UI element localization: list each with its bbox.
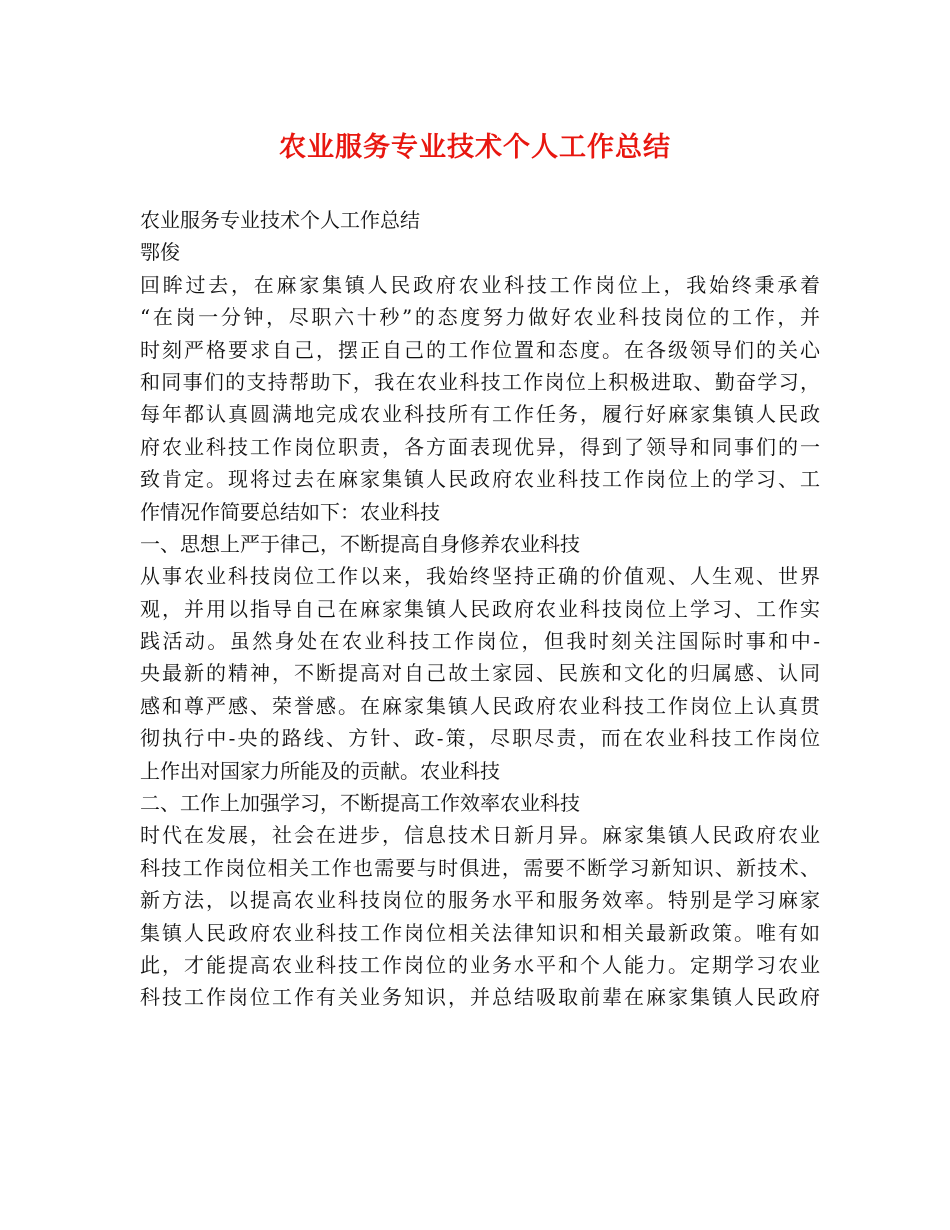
body-line: 府农业科技工作岗位职责，各方面表现优异，得到了领导和同事们的一: [140, 434, 820, 459]
body-line: 时代在发展，社会在进步，信息技术日新月异。麻家集镇人民政府农业: [140, 823, 820, 848]
body-line: 时刻严格要求自己，摆正自己的工作位置和态度。在各级领导们的关心: [140, 337, 820, 362]
body-line: 农业服务专业技术个人工作总结: [140, 208, 420, 232]
body-line: 鄂俊: [140, 240, 180, 265]
body-line: 一、思想上严于律己，不断提高自身修养农业科技: [140, 531, 580, 556]
body-line: 科技工作岗位相关工作也需要与时俱进，需要不断学习新知识、新技术、: [140, 855, 820, 880]
body-line: 科技工作岗位工作有关业务知识，并总结吸取前辈在麻家集镇人民政府: [140, 985, 820, 1010]
body-line: 集镇人民政府农业科技工作岗位相关法律知识和相关最新政策。唯有如: [140, 920, 820, 945]
body-line: 感和尊严感、荣誉感。在麻家集镇人民政府农业科技工作岗位上认真贯: [140, 693, 820, 718]
body-line: 致肯定。现将过去在麻家集镇人民政府农业科技工作岗位上的学习、工: [140, 467, 820, 492]
body-line: 回眸过去，在麻家集镇人民政府农业科技工作岗位上，我始终秉承着: [140, 272, 820, 297]
body-line: 从事农业科技岗位工作以来，我始终坚持正确的价值观、人生观、世界: [140, 564, 820, 589]
body-line: 观，并用以指导自己在麻家集镇人民政府农业科技岗位上学习、工作实: [140, 596, 820, 621]
body-line: 新方法，以提高农业科技岗位的服务水平和服务效率。特别是学习麻家: [140, 888, 820, 913]
body-line: 二、工作上加强学习，不断提高工作效率农业科技: [140, 791, 580, 816]
body-line: 彻执行中-央的路线、方针、政-策，尽职尽责，而在农业科技工作岗位: [140, 726, 820, 751]
body-line: 践活动。虽然身处在农业科技工作岗位，但我时刻关注国际时事和中-: [140, 629, 820, 654]
body-line: 此，才能提高农业科技工作岗位的业务水平和个人能力。定期学习农业: [140, 952, 820, 977]
document-body: [140, 204, 820, 1014]
body-line: 上作出对国家力所能及的贡献。农业科技: [140, 758, 500, 783]
body-line: 和同事们的支持帮助下，我在农业科技工作岗位上积极进取、勤奋学习，: [140, 369, 820, 394]
body-line: 每年都认真圆满地完成农业科技所有工作任务，履行好麻家集镇人民政: [140, 402, 820, 427]
body-line: 作情况作简要总结如下：农业科技: [140, 499, 440, 524]
document-title: 农业服务专业技术个人工作总结: [279, 132, 671, 163]
body-line: “在岗一分钟，尽职六十秒”的态度努力做好农业科技岗位的工作，并: [140, 305, 820, 330]
body-line: 央最新的精神，不断提高对自己故土家园、民族和文化的归属感、认同: [140, 661, 820, 686]
